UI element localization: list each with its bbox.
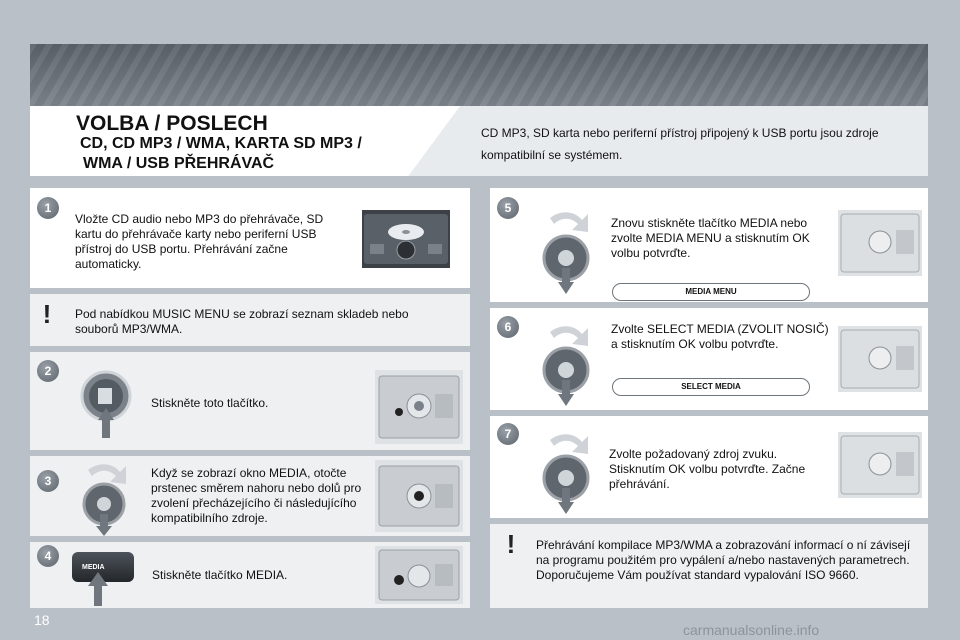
step-7-text: Zvolte požadovaný zdroj zvuku. Stisknutím OK volbu potvrďte. Začne přehrávání. [609, 447, 806, 491]
rotary-knob-icon [536, 204, 598, 299]
radio-unit-icon [375, 370, 463, 444]
step-5-text: Znovu stiskněte tlačítko MEDIA nebo zvolte MEDIA MENU a stisknutím OK volbu potvrďte. [611, 216, 810, 260]
step-3-badge: 3 [37, 470, 59, 492]
media-menu-label: MEDIA MENU [612, 283, 810, 301]
step-5-badge: 5 [497, 197, 519, 219]
step-2-text: Stiskněte toto tlačítko. [151, 396, 269, 410]
select-media-label: SELECT MEDIA [612, 378, 810, 396]
warning-1-text: Pod nabídkou MUSIC MENU se zobrazí seznam skladeb nebo souborů MP3/WMA. [75, 307, 409, 336]
warning-2-text: Přehrávání kompilace MP3/WMA a zobrazování informací o ní závisejí na programu použitém pro vypálení a/nebo nastavených parametrech. Doporučujeme Vám používat standard vypalování ISO 9660. [536, 538, 911, 582]
menu-button-icon [78, 366, 134, 445]
step-3-radio-image [375, 460, 463, 532]
header-decoration [30, 44, 928, 106]
step-2-radio-image [375, 370, 463, 444]
step-6-text: Zvolte SELECT MEDIA (ZVOLIT NOSIČ) a stisknutím OK volbu potvrďte. [611, 322, 829, 351]
step-1-text: Vložte CD audio nebo MP3 do přehrávače, SD kartu do přehrávače karty nebo periferní USB přístroj do USB portu. Přehrávání začne automaticky. [75, 212, 324, 271]
cd-player-image [362, 210, 450, 268]
page-subtitle: CD, CD MP3 / WMA, KARTA SD MP3 / WMA / USB PŘEHRÁVAČ [80, 135, 362, 172]
step-1-badge: 1 [37, 197, 59, 219]
step-3-text: Když se zobrazí okno MEDIA, otočte prstenec směrem nahoru nebo dolů pro zvolení přecházejícího či následujícího kompatibilního zdroje. [151, 466, 362, 525]
rotary-knob-icon [536, 426, 598, 521]
step-4-badge: 4 [37, 545, 59, 567]
page-title: VOLBA / POSLECH [76, 112, 268, 135]
step-6-radio-image [838, 326, 922, 392]
step-7-radio-image [838, 432, 922, 498]
rotary-knob-icon [536, 318, 598, 413]
page-number: 18 [34, 612, 50, 628]
step-2-badge: 2 [37, 360, 59, 382]
warning-icon: ! [42, 299, 52, 329]
watermark: carmanualsonline.info [683, 622, 820, 638]
warning-icon: ! [506, 529, 516, 559]
step-4-text: Stiskněte tlačítko MEDIA. [152, 568, 288, 582]
radio-unit-icon [375, 546, 463, 604]
step-7-badge: 7 [497, 423, 519, 445]
rotary-knob-icon [74, 456, 136, 541]
radio-unit-icon [375, 460, 463, 532]
compatibility-note: CD MP3, SD karta nebo periferní přístroj připojený k USB portu jsou zdroje kompatibilní se systémem. [481, 126, 879, 162]
cd-player-icon [362, 210, 450, 268]
media-button-icon: MEDIA [72, 552, 134, 582]
step-4-radio-image [375, 546, 463, 604]
step-5-radio-image [838, 210, 922, 276]
radio-unit-icon [838, 210, 922, 276]
radio-unit-icon [838, 432, 922, 498]
step-6-badge: 6 [497, 316, 519, 338]
radio-unit-icon [838, 326, 922, 392]
press-arrow-icon [86, 572, 110, 611]
